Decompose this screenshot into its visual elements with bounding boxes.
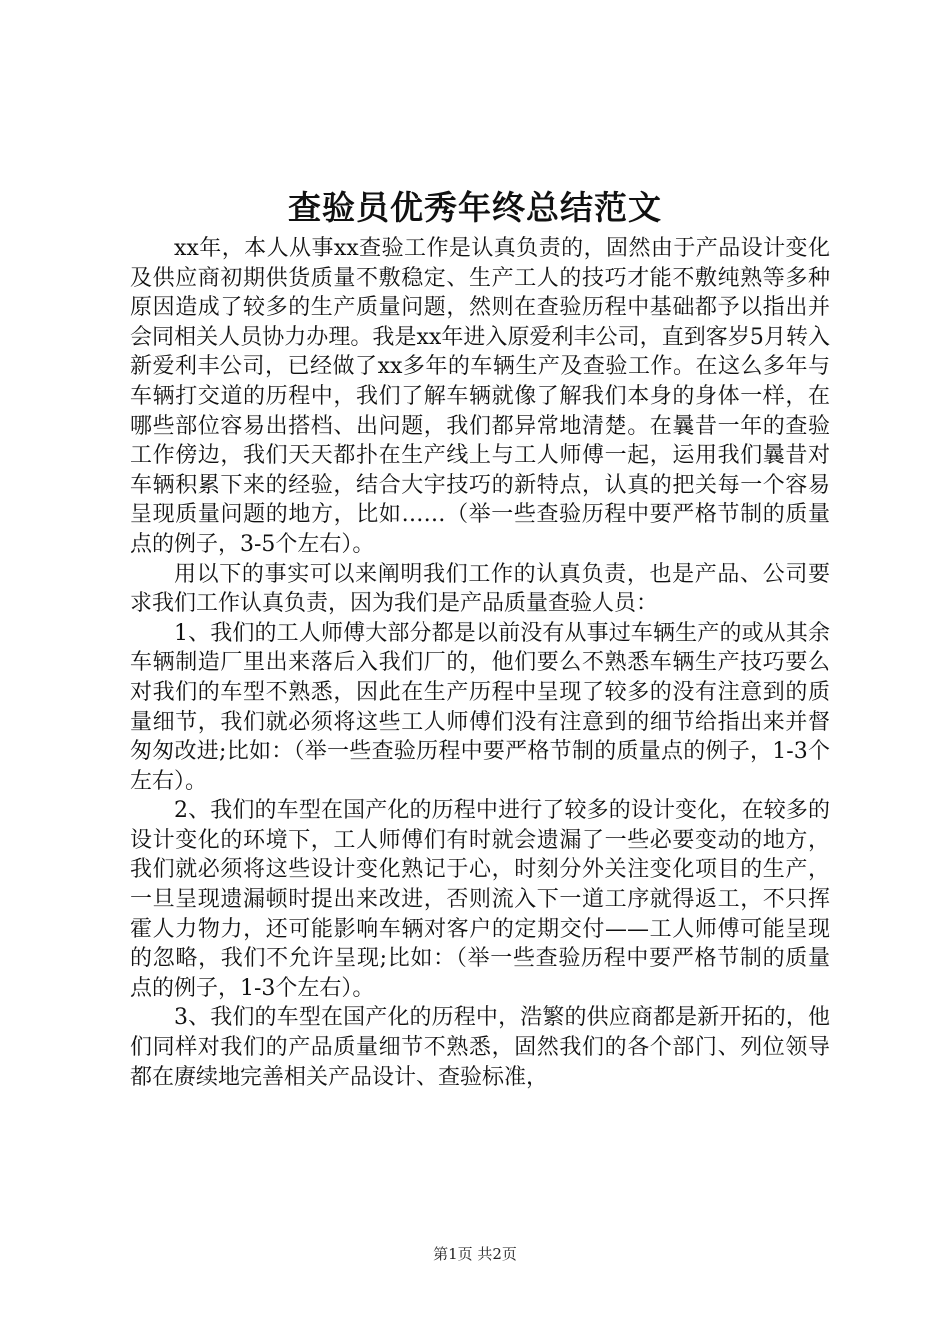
paragraph-1: xx年，本人从事xx查验工作是认真负责的，固然由于产品设计变化及供应商初期供货质量不敷稳定、生产工人的技巧才能不敷纯熟等多种原因造成了较多的生产质量问题，然则在查验历程中基础都予以指出并会同相关人员协力办理。我是xx年进入原爱利丰公司，直到客岁5月转入新爱利丰公司，已经做了xx多年的车辆生产及查验工作。在这么多年与车辆打交道的历程中，我们了解车辆就像了解我们本身的身体一样，在哪些部位容易出搭档、出问题，我们都异常地清楚。在曩昔一年的查验工作傍边，我们天天都扑在生产线上与工人师傅一起，运用我们曩昔对车辆积累下来的经验，结合大宇技巧的新特点，认真的把关每一个容易呈现质量问题的地方，比如……（举一些查验历程中要严格节制的质量点的例子，3-5个左右）。: [130, 236, 830, 557]
paragraph-4: 2、我们的车型在国产化的历程中进行了较多的设计变化，在较多的设计变化的环境下，工人师傅们有时就会遗漏了一些必要变动的地方，我们就必须将这些设计变化熟记于心，时刻分外关注变化项目的生产，一旦呈现遗漏顿时提出来改进，否则流入下一道工序就得返工，不只挥霍人力物力，还可能影响车辆对客户的定期交付——工人师傅可能呈现的忽略，我们不允许呈现;比如：（举一些查验历程中要严格节制的质量点的例子，1-3个左右）。: [130, 798, 830, 1001]
paragraph-3: 1、我们的工人师傅大部分都是以前没有从事过车辆生产的或从其余车辆制造厂里出来落后入我们厂的，他们要么不熟悉车辆生产技巧要么对我们的车型不熟悉，因此在生产历程中呈现了较多的没有注意到的质量细节，我们就必须将这些工人师傅们没有注意到的细节给指出来并督匆匆改进;比如：（举一些查验历程中要严格节制的质量点的例子，1-3个左右）。: [130, 620, 830, 794]
paragraph-5: 3、我们的车型在国产化的历程中，浩繁的供应商都是新开拓的，他们同样对我们的产品质量细节不熟悉，固然我们的各个部门、列位领导都在赓续地完善相关产品设计、查验标准，: [130, 1005, 830, 1090]
page-footer: 第1页 共2页: [433, 1245, 517, 1263]
paragraph-2: 用以下的事实可以来阐明我们工作的认真负责，也是产品、公司要求我们工作认真负责，因为我们是产品质量查验人员：: [130, 561, 830, 617]
document-body: [130, 234, 830, 1092]
document-title: 查验员优秀年终总结范文: [288, 188, 662, 227]
